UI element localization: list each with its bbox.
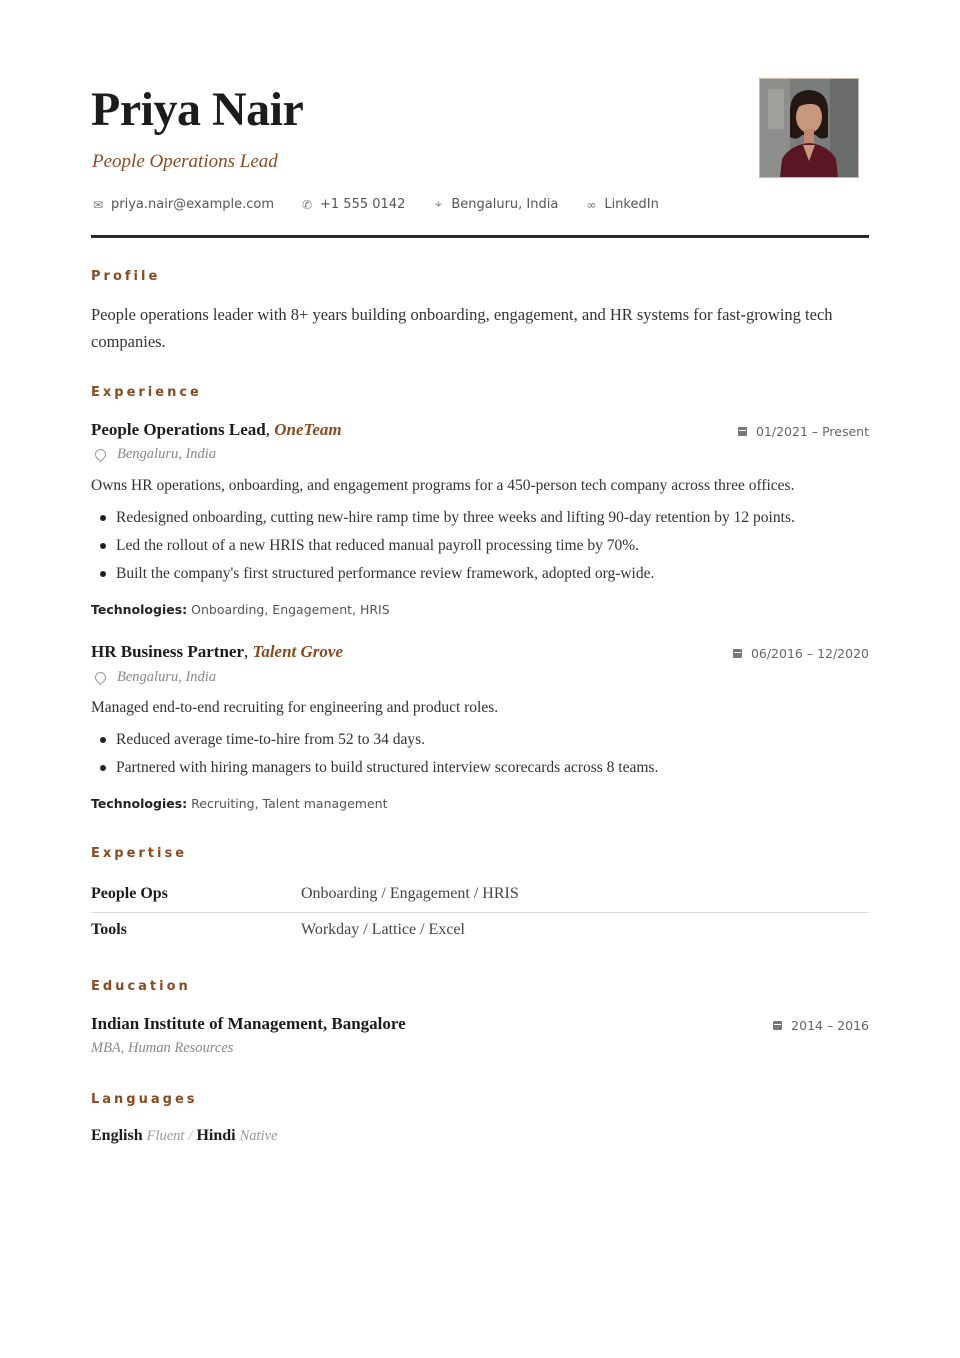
bullet-icon — [100, 571, 106, 577]
job-bullets — [100, 726, 658, 782]
link-icon: ∞ — [586, 197, 597, 212]
location-icon: ⌖ — [434, 197, 442, 211]
phone-icon: ✆ — [301, 197, 313, 212]
contact-linkedin-text: LinkedIn — [604, 197, 659, 212]
expertise-divider — [91, 912, 869, 913]
list-item — [100, 532, 795, 560]
education-dates — [773, 1018, 869, 1033]
calendar-icon — [738, 427, 747, 436]
job-location-text: Bengaluru, India — [117, 446, 217, 462]
section-title-profile: Profile — [91, 269, 161, 284]
language-level: Fluent — [146, 1128, 185, 1144]
contact-email[interactable] — [91, 197, 274, 212]
language-level: Native — [239, 1128, 278, 1144]
job-title: HR Business Partner — [91, 642, 244, 661]
job-technologies — [91, 602, 390, 617]
bullet-icon — [100, 515, 106, 521]
languages-list — [91, 1127, 277, 1145]
contact-phone[interactable] — [300, 197, 405, 212]
job-summary: Owns HR operations, onboarding, and engagement programs for a 450-person tech company across three offices. — [91, 477, 795, 494]
location-pin-icon — [93, 670, 109, 686]
expertise-value: Onboarding / Engagement / HRIS — [301, 885, 519, 902]
avatar — [760, 79, 858, 177]
job-title: People Operations Lead — [91, 420, 266, 439]
job-technologies — [91, 796, 387, 811]
section-title-expertise: Expertise — [91, 846, 188, 861]
technologies-label: Technologies: — [91, 796, 188, 811]
list-item — [100, 754, 658, 782]
job-heading: HR Business Partner, Talent Grove — [91, 642, 344, 661]
job-company: OneTeam — [274, 420, 342, 439]
job-heading: People Operations Lead, OneTeam — [91, 420, 342, 439]
section-title-languages: Languages — [91, 1092, 198, 1107]
section-title-experience: Experience — [91, 385, 202, 400]
contact-location — [431, 197, 558, 212]
education-school: Indian Institute of Management, Bangalore — [91, 1014, 406, 1033]
job-location — [91, 669, 216, 686]
job-company: Talent Grove — [252, 642, 344, 661]
expertise-row — [91, 921, 869, 939]
bullet-icon — [100, 765, 106, 771]
list-item — [100, 560, 795, 588]
bullet-text: Led the rollout of a new HRIS that reduced manual payroll processing time by 70%. — [116, 537, 639, 554]
technologies-value: Recruiting, Talent management — [191, 796, 388, 811]
job-bullets — [100, 504, 795, 588]
contact-bar — [91, 197, 685, 212]
bullet-text: Reduced average time-to-hire from 52 to 34 days. — [116, 731, 426, 748]
calendar-icon — [733, 649, 742, 658]
expertise-key: People Ops — [91, 885, 168, 902]
technologies-label: Technologies: — [91, 602, 188, 617]
profile-photo — [759, 78, 859, 178]
job-location-text: Bengaluru, India — [117, 669, 217, 685]
education-dates-text: 2014 – 2016 — [791, 1018, 869, 1033]
candidate-role: People Operations Lead — [92, 151, 278, 172]
candidate-name: Priya Nair — [91, 83, 304, 136]
job-summary: Managed end-to-end recruiting for engineering and product roles. — [91, 699, 499, 716]
job-dates — [733, 646, 869, 661]
section-title-education: Education — [91, 979, 191, 994]
job-dates — [738, 424, 869, 439]
list-item — [100, 504, 795, 532]
bullet-icon — [100, 737, 106, 743]
language-name: Hindi — [196, 1127, 236, 1144]
language-separator: / — [188, 1128, 193, 1144]
contact-location-text: Bengaluru, India — [451, 197, 559, 212]
header-divider — [91, 235, 869, 238]
job-dates-text: 01/2021 – Present — [755, 424, 869, 439]
list-item — [100, 726, 658, 754]
expertise-key: Tools — [91, 921, 127, 938]
job-location — [91, 446, 216, 463]
expertise-row — [91, 885, 869, 903]
location-pin-icon — [93, 447, 109, 463]
bullet-text: Redesigned onboarding, cutting new-hire ramp time by three weeks and lifting 90-day retention by 12 points. — [116, 509, 795, 526]
mail-icon: ✉ — [92, 197, 104, 212]
bullet-text: Partnered with hiring managers to build structured interview scorecards across 8 teams. — [116, 759, 659, 776]
technologies-value: Onboarding, Engagement, HRIS — [191, 602, 390, 617]
profile-text: People operations leader with 8+ years building onboarding, engagement, and HR systems for fast-growing tech companies. — [91, 305, 833, 351]
calendar-icon — [773, 1021, 782, 1030]
contact-linkedin[interactable] — [584, 197, 658, 212]
contact-phone-text: +1 555 0142 — [320, 197, 406, 212]
education-degree: MBA, Human Resources — [91, 1040, 234, 1056]
language-name: English — [91, 1127, 143, 1144]
bullet-icon — [100, 543, 106, 549]
expertise-value: Workday / Lattice / Excel — [301, 921, 465, 938]
bullet-text: Built the company's first structured performance review framework, adopted org-wide. — [116, 565, 655, 582]
contact-email-text: priya.nair@example.com — [111, 197, 275, 212]
job-dates-text: 06/2016 – 12/2020 — [750, 646, 869, 661]
